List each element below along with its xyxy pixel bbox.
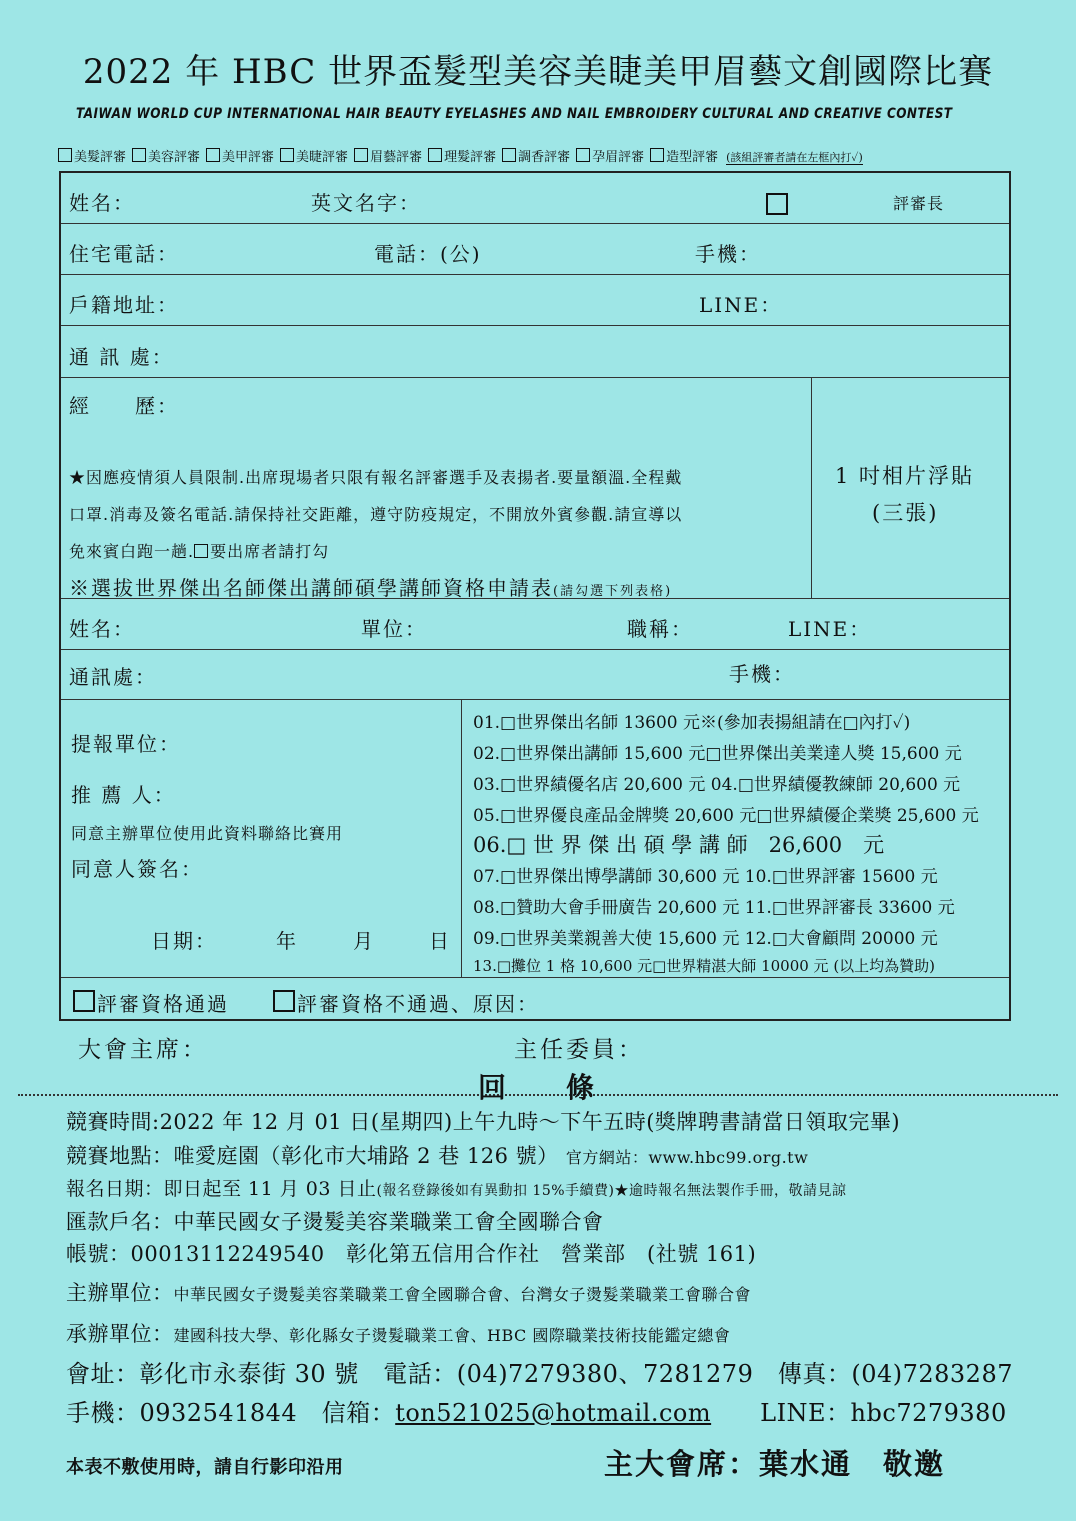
committee-label: 主任委員： xyxy=(514,1037,644,1063)
fail-option[interactable]: 評審資格不通過、原因： xyxy=(273,988,539,1017)
line-field[interactable]: LINE： xyxy=(699,293,783,317)
judge-category-label: 調香評審 xyxy=(518,150,571,165)
judge-category-item[interactable] xyxy=(576,146,644,165)
judge-category-checkbox[interactable] xyxy=(650,148,664,162)
judge-category-checkbox[interactable] xyxy=(132,148,146,162)
notice-line-2: 口罩.消毒及簽名電話.請保持社交距離，遵守防疫規定，不開放外賓參觀.請宣導以 xyxy=(69,505,683,524)
judge-category-item[interactable] xyxy=(58,146,126,165)
judge-category-checkbox[interactable] xyxy=(576,148,590,162)
judge-category-label: 美髮評審 xyxy=(74,150,127,165)
account-name: 匯款戶名：中華民國女子燙髮美容業職業工會全國聯合會 xyxy=(66,1210,604,1234)
judge-category-checkbox[interactable] xyxy=(58,148,72,162)
judge-category-checkbox[interactable] xyxy=(280,148,294,162)
account-number: 帳號：00013112249540 彰化第五信用合作社 營業部 (社號 161) xyxy=(66,1242,757,1266)
judge-category-checkbox[interactable] xyxy=(206,148,220,162)
judge-category-item[interactable] xyxy=(206,146,274,165)
email-link[interactable]: ton521025@hotmail.com xyxy=(395,1399,712,1427)
contact-line: 手機：0932541844 信箱：ton521025@hotmail.com LINE：hbc7279380 xyxy=(66,1399,1007,1427)
category-note: (該組評審者請在左框內打✓) xyxy=(726,151,863,164)
option-03-04[interactable]: 03.□世界績優名店 20,600 元 04.□世界績優教練師 20,600 元 xyxy=(473,775,961,795)
option-02[interactable]: 02.□世界傑出講師 15,600 元□世界傑出美業達人獎 15,600 元 xyxy=(473,744,962,764)
option-06[interactable]: 06.□ 世 界 傑 出 碩 學 講 師 26,600 元 xyxy=(473,833,885,857)
judge-category-label: 眉藝評審 xyxy=(370,150,423,165)
name2-field[interactable]: 姓名： xyxy=(69,617,135,641)
judge-category-checkbox[interactable] xyxy=(354,148,368,162)
mobile-field[interactable]: 手機： xyxy=(695,242,761,266)
judge-category-item[interactable] xyxy=(354,146,422,165)
co-organizer: 承辦單位：建國科技大學、彰化縣女子燙髮職業工會、HBC 國際職業技術技能鑑定總會 xyxy=(66,1322,731,1346)
mobile2-field[interactable]: 手機： xyxy=(729,662,795,686)
job-title-field[interactable]: 職稱： xyxy=(627,617,693,641)
chief-judge-label: 評審長 xyxy=(893,194,945,213)
chairman-label: 大會主席： xyxy=(78,1037,208,1063)
mailing2-field[interactable]: 通訊處： xyxy=(69,665,157,689)
judge-category-label: 孕眉評審 xyxy=(592,150,645,165)
option-08-11[interactable]: 08.□贊助大會手冊廣告 20,600 元 11.□世界評審長 33600 元 xyxy=(473,898,955,918)
pass-option[interactable]: 評審資格通過 xyxy=(73,988,229,1017)
chief-judge-checkbox[interactable] xyxy=(766,193,788,215)
attend-checkbox[interactable] xyxy=(194,544,208,558)
copy-note: 本表不敷使用時，請自行影印沿用 xyxy=(66,1457,344,1478)
signature-field[interactable]: 同意人簽名： xyxy=(71,857,203,881)
unit-field[interactable]: 單位： xyxy=(361,617,427,641)
consent-text: 同意主辦單位使用此資料聯絡比賽用 xyxy=(71,824,344,843)
judge-category-checkbox[interactable] xyxy=(502,148,516,162)
judge-category-checkbox[interactable] xyxy=(428,148,442,162)
judge-category-label: 美甲評審 xyxy=(222,150,275,165)
notice-line-3: 免來賓白跑一趟. 要出席者請打勾 xyxy=(69,542,330,561)
reply-slip-title: 回條 xyxy=(478,1071,655,1104)
judge-category-item[interactable] xyxy=(650,146,718,165)
name-field[interactable]: 姓名： xyxy=(69,191,135,215)
judge-category-label: 理髮評審 xyxy=(444,150,497,165)
photo-count: (三張) xyxy=(872,501,939,525)
judge-category-label: 美容評審 xyxy=(148,150,201,165)
date-year[interactable]: 年 xyxy=(276,929,298,953)
option-07-10[interactable]: 07.□世界傑出博學講師 30,600 元 10.□世界評審 15600 元 xyxy=(473,867,938,887)
registration-form xyxy=(59,171,1011,1021)
address-phone: 會址：彰化市永泰街 30 號 電話：(04)7279380、7281279 傳真：(04)7283287 xyxy=(66,1360,1013,1388)
date-label: 日期： xyxy=(151,929,217,953)
judge-category-item[interactable] xyxy=(280,146,348,165)
option-09-12[interactable]: 09.□世界美業親善大使 15,600 元 12.□大會顧問 20000 元 xyxy=(473,929,938,949)
option-01[interactable]: 01.□世界傑出名師 13600 元※(參加表揚組請在□內打✓) xyxy=(473,713,911,733)
recommender-field[interactable]: 推 薦 人： xyxy=(71,783,176,807)
registered-address-field[interactable]: 戶籍地址： xyxy=(69,293,179,317)
judge-category-item[interactable] xyxy=(502,146,570,165)
nominating-unit-field[interactable]: 提報單位： xyxy=(71,732,181,756)
judge-category-item[interactable] xyxy=(428,146,496,165)
registration-date: 報名日期：即日起至 11 月 03 日止(報名登錄後如有異動扣 15%手續費)★逾時報名無法製作手冊，敬請見諒 xyxy=(66,1178,847,1200)
judge-category-item[interactable] xyxy=(132,146,200,165)
website[interactable]: 官方網站：www.hbc99.org.tw xyxy=(565,1148,809,1167)
organizer: 主辦單位：中華民國女子燙髮美容業職業工會全國聯合會、台灣女子燙髮業職業工會聯合會 xyxy=(66,1281,752,1305)
date-day[interactable]: 日 xyxy=(429,929,451,953)
notice-line-1: ★因應疫情須人員限制.出席現場者只限有報名評審選手及表揚者.要量額溫.全程戴 xyxy=(69,468,683,487)
english-name-field[interactable]: 英文名字： xyxy=(311,191,421,215)
contest-time: 競賽時間:2022 年 12 月 01 日(星期四)上午九時～下午五時(獎牌聘書請當日領取完畢) xyxy=(66,1110,901,1134)
option-05[interactable]: 05.□世界優良產品金牌獎 20,600 元□世界績優企業獎 25,600 元 xyxy=(473,806,979,826)
office-phone-field[interactable]: 電話：(公) xyxy=(374,242,482,266)
selection-title: ※選拔世界傑出名師傑出講師碩學講師資格申請表(請勾選下列表格) xyxy=(69,576,673,600)
pass-checkbox[interactable] xyxy=(73,990,95,1012)
experience-field[interactable]: 經 歷： xyxy=(69,394,179,418)
invitation-signature: 主大會席：葉水通 敬邀 xyxy=(604,1447,946,1481)
option-13[interactable]: 13.□攤位 1 格 10,600 元□世界精湛大師 10000 元 (以上均為贊助) xyxy=(473,957,936,975)
home-phone-field[interactable]: 住宅電話： xyxy=(69,242,179,266)
fail-checkbox[interactable] xyxy=(273,990,295,1012)
photo-label: 1 吋相片浮貼 xyxy=(835,464,975,488)
judge-category-label: 美睫評審 xyxy=(296,150,349,165)
mailing-address-field[interactable]: 通 訊 處： xyxy=(69,345,174,369)
page-title: 2022 年 HBC 世界盃髮型美容美睫美甲眉藝文創國際比賽 xyxy=(82,52,994,92)
contest-venue: 競賽地點：唯愛庭園（彰化市大埔路 2 巷 126 號） 官方網站：www.hbc99.org.tw xyxy=(66,1144,809,1168)
judge-category-label: 造型評審 xyxy=(666,150,719,165)
date-month[interactable]: 月 xyxy=(353,929,375,953)
page-subtitle: TAIWAN WORLD CUP INTERNATIONAL HAIR BEAUTY EYELASHES AND NAIL EMBROIDERY CULTURAL AND CREATIVE CONTEST xyxy=(76,106,953,122)
judge-category-list xyxy=(58,146,863,165)
line2-field[interactable]: LINE： xyxy=(788,617,872,641)
